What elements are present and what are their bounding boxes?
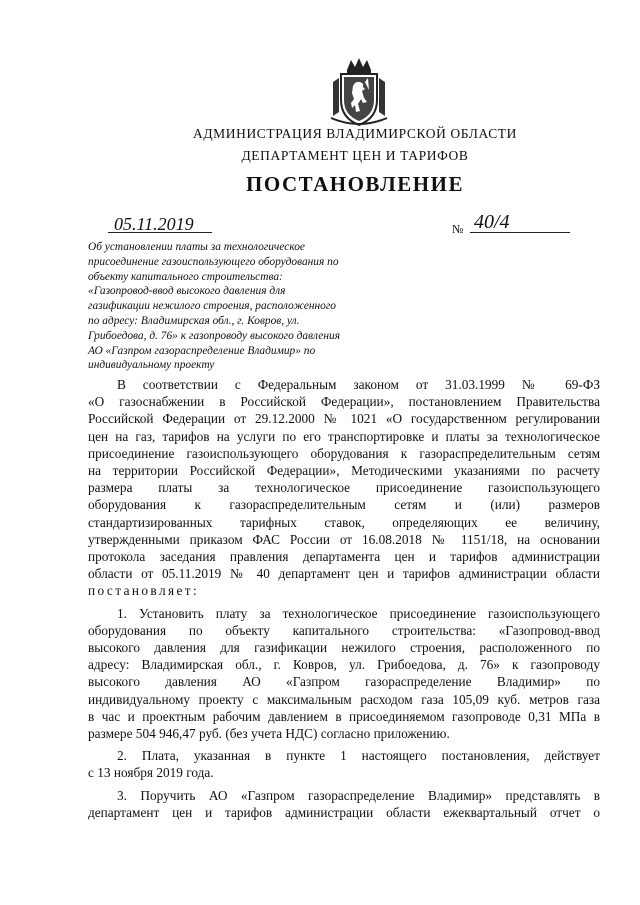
- body-line: оборудования к газораспределительным сетям и (или) размеров: [88, 497, 600, 513]
- subject-line: Грибоедова, д. 76» к газопроводу высокого давления: [88, 329, 340, 342]
- preamble-paragraph: [88, 376, 600, 600]
- document-date: 05.11.2019: [114, 214, 194, 234]
- subject-line: АО «Газпром газораспределение Владимир» по: [88, 344, 316, 357]
- document-body: [88, 376, 600, 821]
- subject-line: Об установлении платы за технологическое: [88, 241, 305, 253]
- body-line: утвержденными приказом ФАС России от 16.08.2018 № 1151/18, на основании: [88, 531, 600, 547]
- body-line: области от 05.11.2019 № 40 департамент цен и тарифов администрации области: [88, 566, 600, 582]
- subject-line: «Газопровод-ввод высокого давления для: [88, 285, 286, 298]
- document-title: ПОСТАНОВЛЕНИЕ: [246, 172, 464, 196]
- item-3-paragraph: [88, 787, 600, 821]
- body-line: В соответствии с Федеральным законом от 31.03.1999 № 69-ФЗ: [117, 377, 600, 392]
- item-2-paragraph: [88, 747, 600, 781]
- item-1-paragraph: [88, 605, 600, 743]
- subject-line: присоединение газоиспользующего оборудования по: [88, 255, 339, 268]
- body-line: 3. Поручить АО «Газпром газораспределение Владимир» представлять в: [117, 787, 600, 803]
- subject-line: газификации нежилого строения, расположенного: [88, 300, 337, 313]
- department-name: ДЕПАРТАМЕНТ ЦЕН И ТАРИФОВ: [241, 148, 469, 163]
- body-line: стандартизированных тарифных ставок, определяющих ее величину,: [88, 514, 600, 530]
- body-line: индивидуальному проекту с максимальным расходом газа 105,09 куб. метров газа: [88, 691, 600, 707]
- body-line: с 13 ноября 2019 года.: [88, 765, 214, 781]
- body-line: размере 504 946,47 руб. (без учета НДС) согласно приложению.: [88, 726, 450, 742]
- body-line: адресу: Владимирская обл., г. Ковров, ул. Грибоедова, д. 76» к газопроводу: [88, 657, 600, 673]
- body-line: в час и проектным рабочим давлением в присоединяемом газопроводе 0,31 МПа в: [88, 708, 600, 724]
- document-subject: [88, 240, 388, 373]
- number-label: №: [452, 222, 464, 236]
- subject-line: по адресу: Владимирская обл., г. Ковров, ул.: [88, 314, 300, 327]
- body-line: протокола заседания правления департамента цен и тарифов администрации: [88, 549, 600, 565]
- body-line: на территории Российской Федерации», Методическими указаниями по расчету: [88, 463, 600, 479]
- subject-line: объекту капитального строительства:: [88, 270, 283, 283]
- body-line: размера платы за технологическое присоединение газоиспользующего: [88, 480, 600, 496]
- body-line: присоединение газоиспользующего оборудования к газораспределительным сетям: [88, 445, 600, 461]
- resolve-word: постановляет:: [88, 583, 200, 599]
- subject-line: индивидуальному проекту: [88, 359, 215, 372]
- body-line: 2. Плата, указанная в пункте 1 настоящего постановления, действует: [117, 748, 600, 764]
- body-line: «О газоснабжении в Российской Федерации», постановлением Правительства: [88, 394, 600, 410]
- coat-of-arms-emblem: [327, 56, 391, 128]
- date-underline: [108, 232, 212, 233]
- body-line: 1. Установить плату за технологическое присоединение газоиспользующего: [117, 605, 600, 621]
- body-line: цен на газ, тарифов на услуги по его транспортировке и платы за технологическое: [88, 428, 600, 444]
- body-line: департамент цен и тарифов администрации области ежеквартальный отчет о: [88, 804, 600, 820]
- body-line: оборудования по объекту капитального строительства: «Газопровод-ввод: [88, 622, 600, 638]
- body-line: Российской Федерации от 29.12.2000 № 1021 «О государственном регулировании: [88, 411, 600, 427]
- number-underline: [470, 232, 570, 233]
- body-line: высокого давления АО «Газпром газораспределение Владимир» по: [88, 674, 600, 690]
- document-number: 40/4: [474, 211, 510, 233]
- organization-name: АДМИНИСТРАЦИЯ ВЛАДИМИРСКОЙ ОБЛАСТИ: [193, 126, 517, 141]
- body-line: высокого давления для газификации нежилого строения, расположенного по: [88, 640, 600, 656]
